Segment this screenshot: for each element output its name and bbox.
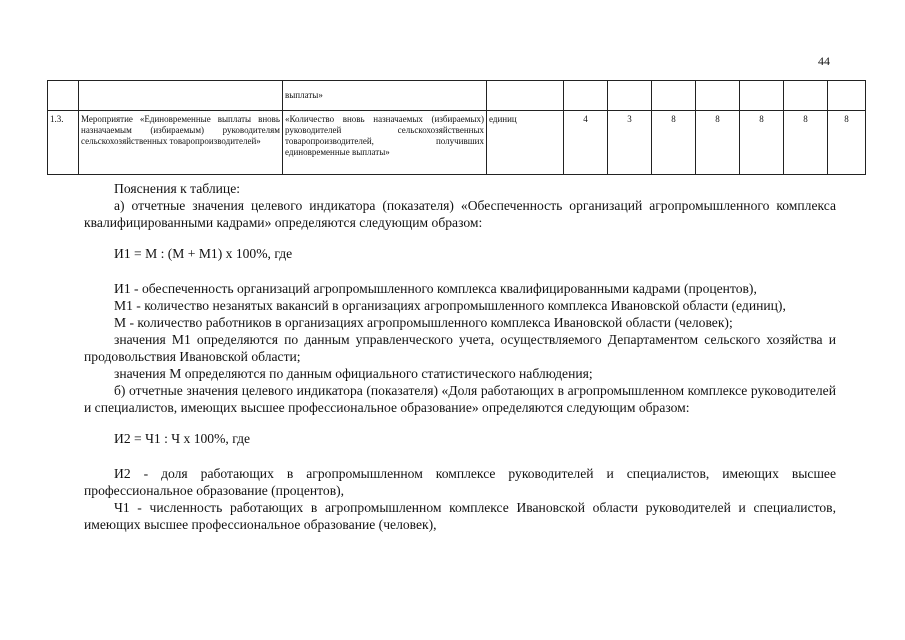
paragraph: значения М определяются по данным официального статистического наблюдения; bbox=[114, 366, 593, 381]
indicator-cell: выплаты» bbox=[283, 81, 487, 111]
value-cell: 4 bbox=[564, 111, 608, 175]
row-number-cell: 1.3. bbox=[48, 111, 79, 175]
table-cell bbox=[487, 81, 564, 111]
table-cell bbox=[564, 81, 608, 111]
paragraph: И2 - доля работающих в агропромышленном комплексе руководителей и специалистов, имеющих высшее профессиональное образование (процентов), bbox=[84, 466, 836, 498]
paragraph: И1 - обеспеченность организаций агропромышленного комплекса квалифицированными кадрами (процентов), bbox=[114, 281, 757, 296]
table-row bbox=[48, 81, 866, 111]
table-cell bbox=[828, 81, 866, 111]
paragraph: значения М1 определяются по данным управленческого учета, осуществляемого Департаментом сельского хозяйства и продовольствия Ивановской области; bbox=[84, 332, 836, 364]
value-cell: 8 bbox=[828, 111, 866, 175]
formula: И2 = Ч1 : Ч x 100%, где bbox=[114, 431, 251, 446]
paragraph: а) отчетные значения целевого индикатора (показателя) «Обеспеченность организаций агропромышленного комплекса квалифицированными кадрами» определяются следующим образом: bbox=[84, 198, 836, 230]
indicator-cell: «Количество вновь назначаемых (избираемых) руководителей сельскохозяйственных товаропроизводителей, получивших единовременные выплаты» bbox=[283, 111, 487, 175]
table-cell bbox=[608, 81, 652, 111]
paragraph: Пояснения к таблице: bbox=[114, 181, 241, 196]
table-cell bbox=[784, 81, 828, 111]
formula: И1 = М : (М + М1) x 100%, где bbox=[114, 246, 293, 261]
paragraph: Ч1 - численность работающих в агропромышленном комплексе Ивановской области руководителей и специалистов, имеющих высшее профессиональное образование (человек), bbox=[84, 500, 836, 532]
paragraph: М - количество работников в организациях агропромышленного комплекса Ивановской области (человек); bbox=[114, 315, 733, 330]
explanations-text bbox=[84, 180, 836, 533]
unit-cell: единиц bbox=[487, 111, 564, 175]
paragraph: б) отчетные значения целевого индикатора (показателя) «Доля работающих в агропромышленном комплексе руководителей и специалистов, имеющих высшее профессиональное образование» определяются следующим образом: bbox=[84, 383, 836, 415]
table-cell bbox=[48, 81, 79, 111]
measure-name-cell: Мероприятие «Единовременные выплаты вновь назначаемым (избираемым) руководителям сельскохозяйственных товаропроизводителей» bbox=[79, 111, 283, 175]
value-cell: 8 bbox=[784, 111, 828, 175]
table-cell bbox=[696, 81, 740, 111]
table-cell bbox=[652, 81, 696, 111]
page-number: 44 bbox=[818, 54, 830, 68]
table-cell bbox=[79, 81, 283, 111]
table-row bbox=[48, 111, 866, 175]
value-cell: 8 bbox=[652, 111, 696, 175]
indicators-table bbox=[47, 80, 866, 175]
value-cell: 8 bbox=[696, 111, 740, 175]
value-cell: 3 bbox=[608, 111, 652, 175]
value-cell: 8 bbox=[740, 111, 784, 175]
table-cell bbox=[740, 81, 784, 111]
paragraph: М1 - количество незанятых вакансий в организациях агропромышленного комплекса Ивановской области (единиц), bbox=[114, 298, 786, 313]
